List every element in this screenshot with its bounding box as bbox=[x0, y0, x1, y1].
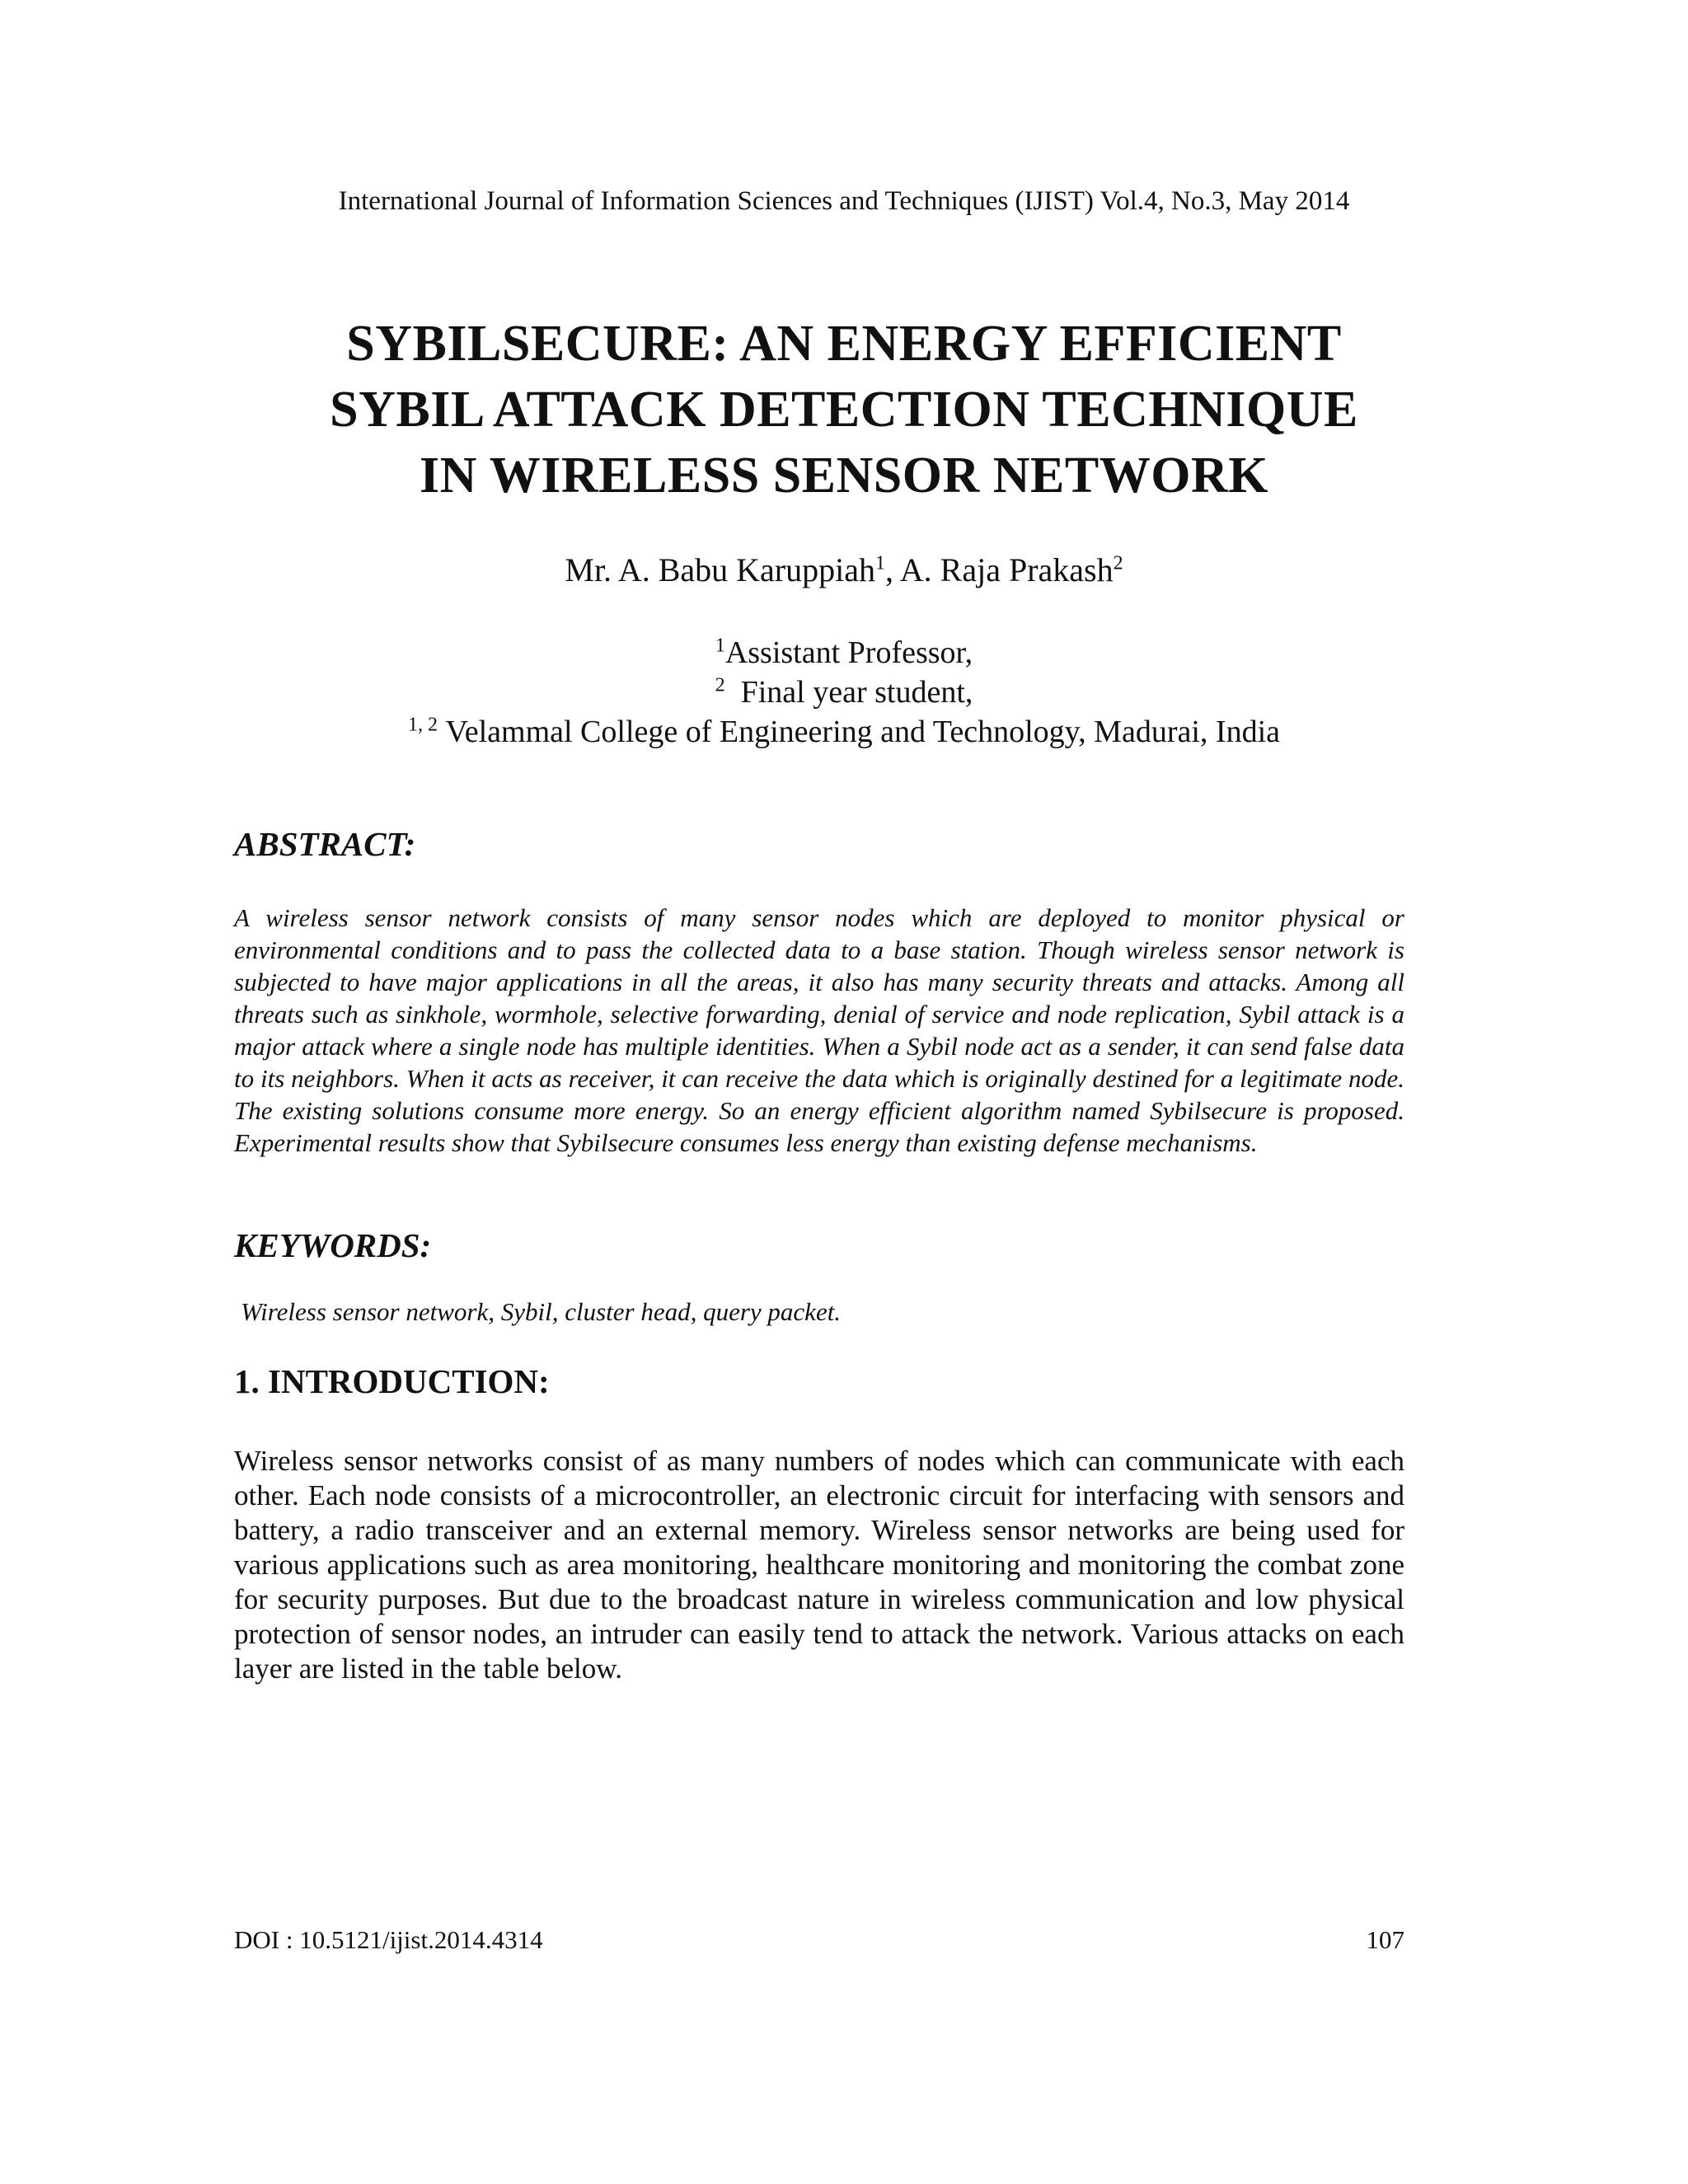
author-name: Mr. A. Babu Karuppiah bbox=[565, 551, 875, 588]
journal-header: International Journal of Information Sciences and Techniques (IJIST) Vol.4, No.3, May 2014 bbox=[338, 186, 1350, 216]
paper-title bbox=[0, 311, 1688, 509]
title-line-3: IN WIRELESS SENSOR NETWORK bbox=[419, 448, 1268, 504]
affiliation-superscript: 2 bbox=[715, 674, 725, 696]
footer-doi: DOI : 10.5121/ijist.2014.4314 bbox=[234, 1925, 543, 1954]
keywords-body: Wireless sensor network, Sybil, cluster head, query packet. bbox=[241, 1297, 842, 1326]
affiliation-text: Velammal College of Engineering and Technology, Madurai, India bbox=[445, 715, 1280, 749]
affiliation-superscript: 1 bbox=[715, 635, 725, 657]
author-separator: , bbox=[885, 551, 900, 588]
author-superscript: 2 bbox=[1113, 552, 1123, 574]
author-list bbox=[0, 551, 1688, 589]
title-line-1: SYBILSECURE: AN ENERGY EFFICIENT bbox=[346, 316, 1342, 372]
affiliation-line bbox=[0, 673, 1688, 712]
affiliation-text: Final year student, bbox=[740, 675, 973, 710]
author-superscript: 1 bbox=[875, 552, 885, 574]
affiliation-line bbox=[0, 712, 1688, 752]
affiliation-superscript: 1, 2 bbox=[408, 714, 438, 736]
keywords-heading: KEYWORDS: bbox=[234, 1226, 432, 1264]
author-name: A. Raja Prakash bbox=[899, 551, 1114, 588]
affiliation-text: Assistant Professor, bbox=[724, 635, 973, 670]
section-heading-introduction: 1. INTRODUCTION: bbox=[234, 1362, 550, 1400]
affiliations bbox=[0, 633, 1688, 752]
abstract-body: A wireless sensor network consists of many sensor nodes which are deployed to monitor physical or environmental conditions and to pass the collected data to a base station. Though wireless sensor network is subjected to have major applications in all the areas, it also has many security threats and attacks. Among all threats such as sinkhole, wormhole, selective forwarding, denial of service and node replication, Sybil attack is a major attack where a single node has multiple identities. When a Sybil node act as a sender, it can send false data to its neighbors. When it acts as receiver, it can receive the data which is originally destined for a legitimate node. The existing solutions consume more energy. So an energy efficient algorithm named Sybilsecure is proposed. Experimental results show that Sybilsecure consumes less energy than existing defense mechanisms. bbox=[234, 903, 1404, 1157]
abstract-heading: ABSTRACT: bbox=[234, 825, 416, 863]
introduction-body: Wireless sensor networks consist of as many numbers of nodes which can communicate with each other. Each node consists of a microcontroller, an electronic circuit for interfacing with sensors and battery, a radio transceiver and an external memory. Wireless sensor networks are being used for various applications such as area monitoring, healthcare monitoring and monitoring the combat zone for security purposes. But due to the broadcast nature in wireless communication and low physical protection of sensor nodes, an intruder can easily tend to attack the network. Various attacks on each layer are listed in the table below. bbox=[234, 1445, 1404, 1685]
affiliation-line bbox=[0, 633, 1688, 673]
title-line-2: SYBIL ATTACK DETECTION TECHNIQUE bbox=[330, 382, 1358, 438]
page-number: 107 bbox=[1366, 1925, 1404, 1954]
